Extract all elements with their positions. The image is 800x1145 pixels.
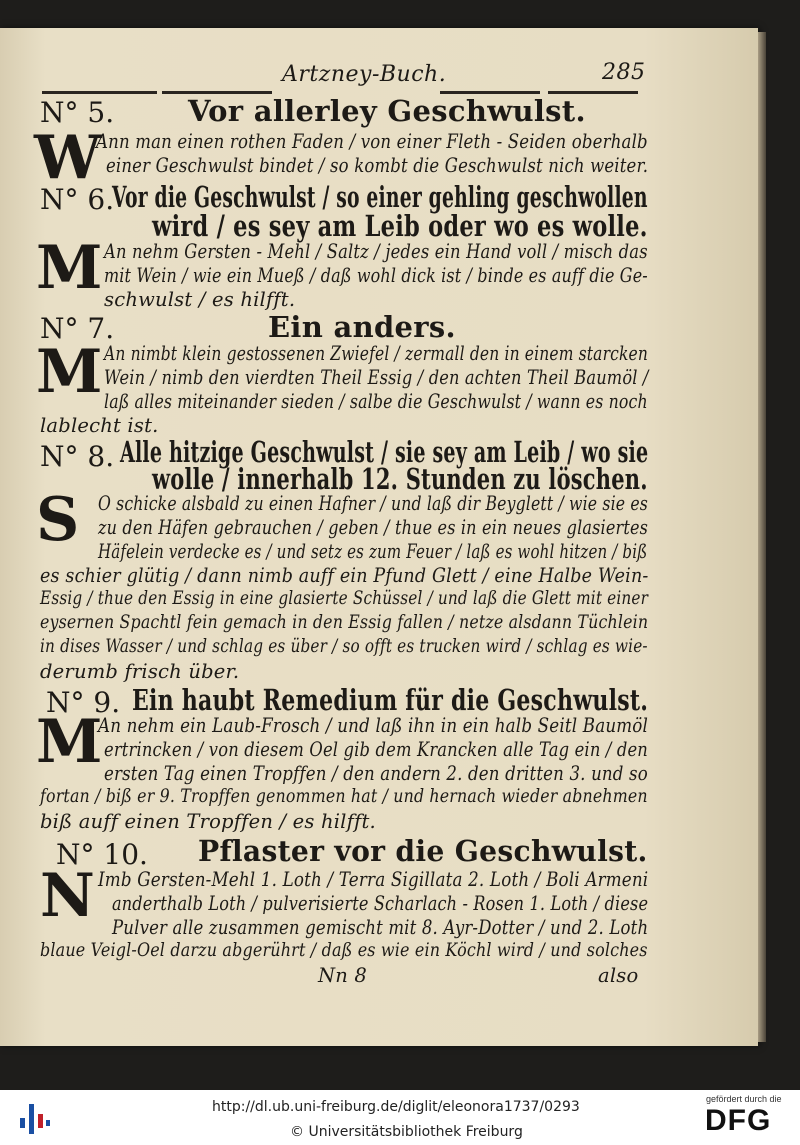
text-line: biß auff einen Tropffen / es hilfft.: [40, 810, 376, 833]
text-line: An nehm Gersten - Mehl / Saltz / jedes ein Hand voll / misch das: [104, 240, 648, 263]
text-line: es schier glütig / dann nimb auff ein Pfund Glett / eine Halbe Wein-: [40, 564, 649, 587]
section-number: N° 9.: [46, 686, 121, 719]
text-line: einer Geschwulst bindet / so kombt die Geschwulst nich weiter.: [106, 154, 649, 177]
section-heading: wird / es sey am Leib oder wo es wolle.: [152, 209, 648, 243]
section-heading: wolle / innerhalb 12. Stunden zu löschen.: [152, 462, 648, 496]
header-rule: [42, 91, 157, 94]
drop-cap: M: [36, 707, 103, 777]
text-line: Pulver alle zusammen gemischt mit 8. Ayr-Dotter / und 2. Loth: [112, 916, 649, 939]
drop-cap: S: [36, 485, 80, 555]
text-line: O schicke alsbald zu einen Hafner / und laß dir Beyglett / wie sie es: [98, 492, 649, 515]
text-line: ertrincken / von diesem Oel gib dem Krancken alle Tag ein / den: [104, 738, 648, 761]
drop-cap: M: [36, 233, 103, 303]
copyright-text: © Universitätsbibliothek Freiburg: [290, 1124, 523, 1140]
text-line: ersten Tag einen Tropffen / den andern 2. den dritten 3. und so: [104, 762, 648, 785]
permalink-url[interactable]: http://dl.ub.uni-freiburg.de/diglit/eleonora1737/0293: [212, 1099, 580, 1115]
text-line: derumb frisch über.: [40, 660, 240, 683]
section-number: N° 8.: [40, 440, 115, 473]
text-line: Ann man einen rothen Faden / von einer Fleth - Seiden oberhalb: [96, 130, 648, 153]
drop-cap: N: [40, 861, 95, 931]
text-line: fortan / biß er 9. Tropffen genommen hat / und hernach wieder abnehmen: [40, 786, 648, 807]
text-line: blaue Veigl-Oel darzu abgerührt / daß es wie ein Köchl wird / und solches: [40, 940, 648, 961]
text-line: Essig / thue den Essig in eine glasierte Schüssel / und laß die Glett mit einer: [40, 588, 649, 609]
drop-cap: M: [36, 337, 103, 407]
page-number: 285: [602, 60, 646, 85]
running-title: Artzney-Buch.: [282, 62, 447, 87]
text-line: An nehm ein Laub-Frosch / und laß ihn in ein halb Seitl Baumöl: [98, 714, 649, 737]
section-number: N° 7.: [40, 312, 115, 345]
text-line: anderthalb Loth / pulverisierte Scharlach - Rosen 1. Loth / diese: [112, 892, 649, 915]
library-logo-icon: [18, 1098, 52, 1138]
text-line: Wein / nimb den vierdten Theil Essig / den achten Theil Baumöl /: [104, 366, 649, 389]
section-number: N° 10.: [56, 838, 148, 871]
section-heading: Pflaster vor die Geschwulst.: [198, 834, 648, 868]
signature-mark: Nn 8: [318, 964, 368, 987]
dfg-logo[interactable]: DFG: [705, 1104, 772, 1137]
section-number: N° 5.: [40, 96, 115, 129]
section-heading: Vor die Geschwulst / so einer gehling geschwollen: [112, 180, 648, 214]
text-line: mit Wein / wie ein Mueß / daß wohl dick ist / binde es auff die Ge-: [104, 264, 648, 287]
text-line: Häfelein verdecke es / und setz es zum Feuer / laß es wohl hitzen / biß: [98, 540, 648, 563]
section-heading: Vor allerley Geschwulst.: [188, 94, 586, 128]
section-heading: Ein anders.: [268, 310, 456, 344]
text-line: lablecht ist.: [40, 414, 159, 437]
drop-cap: W: [34, 123, 102, 193]
text-line: An nimbt klein gestossenen Zwiefel / zermall den in einem starcken: [104, 342, 649, 365]
text-line: Imb Gersten-Mehl 1. Loth / Terra Sigillata 2. Loth / Boli Armeni: [98, 868, 649, 891]
text-line: in dises Wasser / und schlag es über / so offt es trucken wird / schlag es wie-: [40, 636, 648, 657]
section-heading: Alle hitzige Geschwulst / sie sey am Leib / wo sie: [120, 435, 649, 469]
text-line: schwulst / es hilfft.: [104, 288, 296, 311]
section-heading: Ein haubt Remedium für die Geschwulst.: [132, 683, 649, 717]
text-line: laß alles miteinander sieden / salbe die Geschwulst / wann es noch: [104, 390, 648, 413]
catchword: also: [598, 964, 639, 987]
text-line: eysernen Spachtl fein gemach in den Essig fallen / netze alsdann Tüchlein: [40, 612, 649, 633]
funding-note: gefördert durch die: [706, 1094, 782, 1104]
page-edge: [758, 32, 766, 1042]
text-line: zu den Häfen gebrauchen / geben / thue es in ein neues glasiertes: [98, 516, 649, 539]
section-number: N° 6.: [40, 183, 115, 216]
